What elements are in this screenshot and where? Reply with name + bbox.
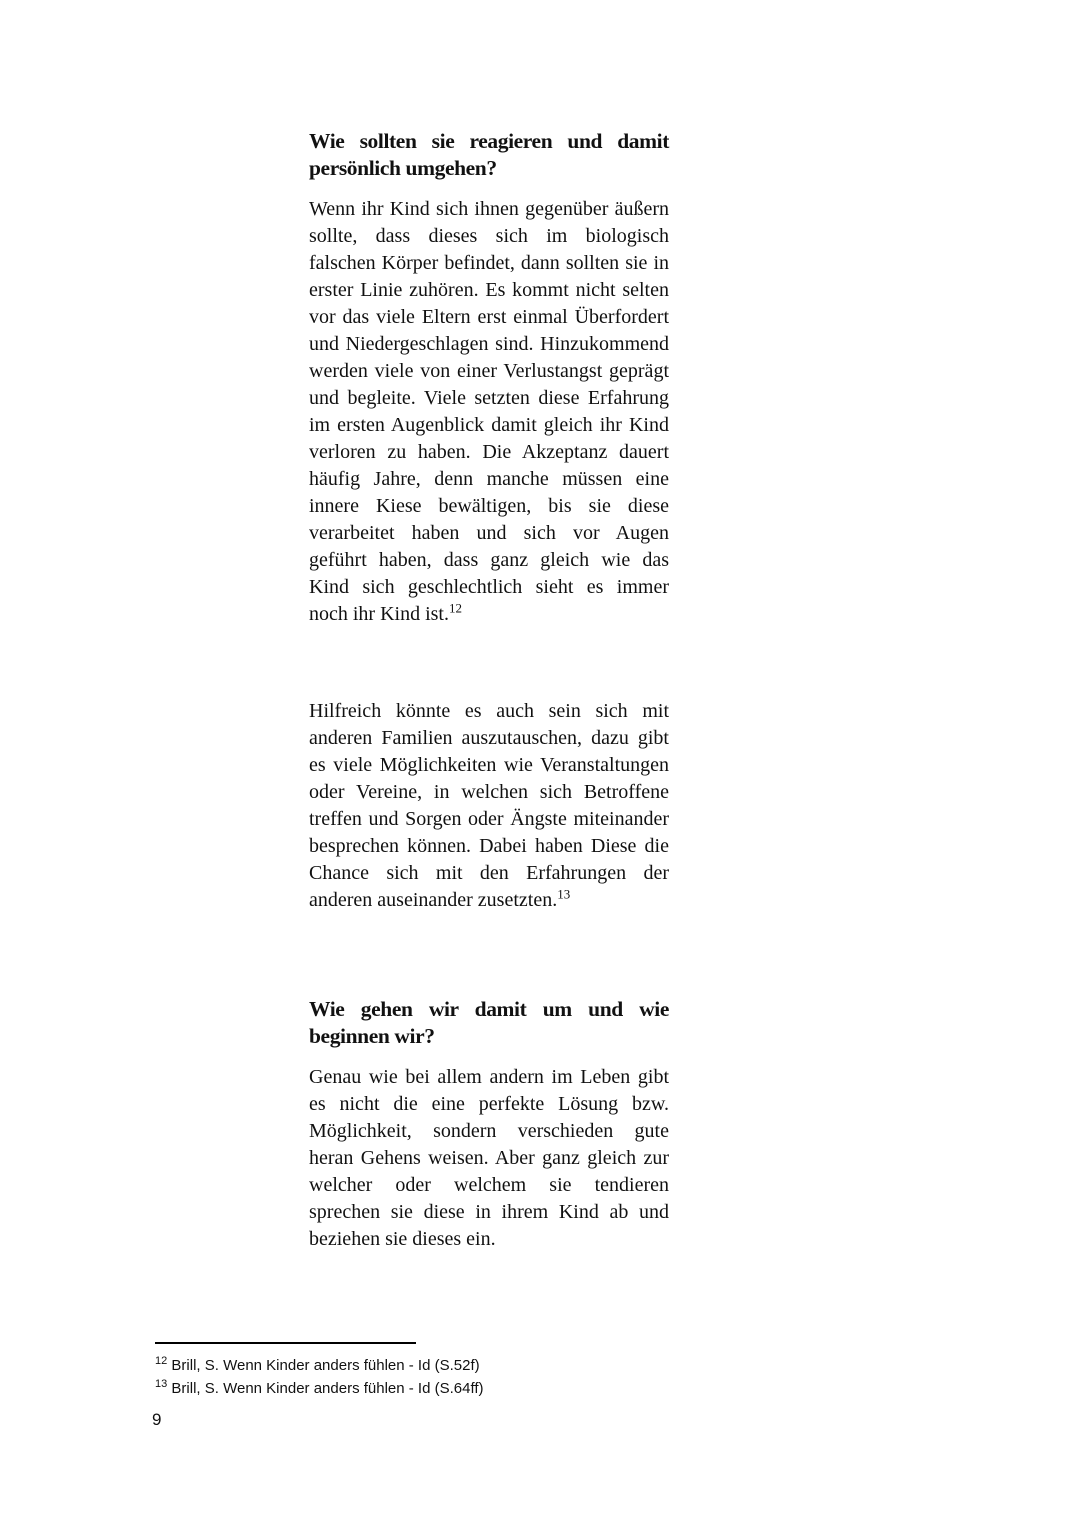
- body-paragraph: [309, 196, 669, 628]
- paragraph-text: Wenn ihr Kind sich ihnen gegenüber äußern sollte, dass dieses sich im biologisch falschen Körper befindet, dann sollten sie in erster Linie zuhören. Es kommt nicht selten vor das viele Eltern erst einmal Überfordert und Niedergeschlagen sind. Hinzukommend werden viele von einer Verlustangst geprägt und begleite. Viele setzten diese Erfahrung im ersten Augenblick damit gleich ihr Kind verloren zu haben. Die Akzeptanz dauert häufig Jahre, denn manche müssen eine innere Kiese bewältigen, bis sie diese verarbeitet haben und sich vor Augen geführt haben, dass ganz gleich wie das Kind sich geschlechtlich sieht es immer noch ihr Kind ist.: [309, 198, 669, 625]
- paragraph-text: Hilfreich könnte es auch sein sich mit anderen Familien auszutauschen, dazu gibt es viele Möglichkeiten wie Veranstaltungen oder Vereine, in welchen sich Betroffene treffen und Sorgen oder Ängste miteinander besprechen können. Dabei haben Diese die Chance sich mit den Erfahrungen der anderen auseinander zusetzten.: [309, 700, 669, 911]
- footnote-text: Brill, S. Wenn Kinder anders fühlen - Id (S.52f): [171, 1357, 480, 1374]
- footnote-separator: [155, 1342, 416, 1344]
- footnote-reference[interactable]: 13: [557, 886, 571, 902]
- footnote-reference[interactable]: 12: [449, 600, 462, 616]
- section-heading-line1: Wie gehen wir damit um und wie: [309, 997, 669, 1021]
- section-heading: [309, 996, 669, 1050]
- footnote-number: 12: [155, 1355, 168, 1367]
- footnote-number: 13: [155, 1378, 168, 1390]
- paragraph-text: Genau wie bei allem andern im Leben gibt es nicht die eine perfekte Lösung bzw. Möglichkeit, sondern verschieden gute heran Gehens weisen. Aber ganz gleich zur welcher oder welchem sie tendieren sprechen sie diese in ihrem Kind ab und beziehen sie dieses ein.: [309, 1066, 669, 1250]
- section-heading: [309, 128, 669, 182]
- section-heading-line1: Wie sollten sie reagieren und damit: [309, 129, 669, 153]
- footnotes: [155, 1354, 484, 1400]
- body-paragraph: [309, 1064, 669, 1253]
- footnote: [155, 1377, 484, 1400]
- body-paragraph: [309, 698, 669, 914]
- section-heading-line2: persönlich umgehen?: [309, 156, 497, 180]
- page-number: 9: [152, 1410, 162, 1429]
- section-heading-line2: beginnen wir?: [309, 1024, 435, 1048]
- footnote: [155, 1354, 484, 1377]
- footnote-text: Brill, S. Wenn Kinder anders fühlen - Id (S.64ff): [171, 1380, 484, 1397]
